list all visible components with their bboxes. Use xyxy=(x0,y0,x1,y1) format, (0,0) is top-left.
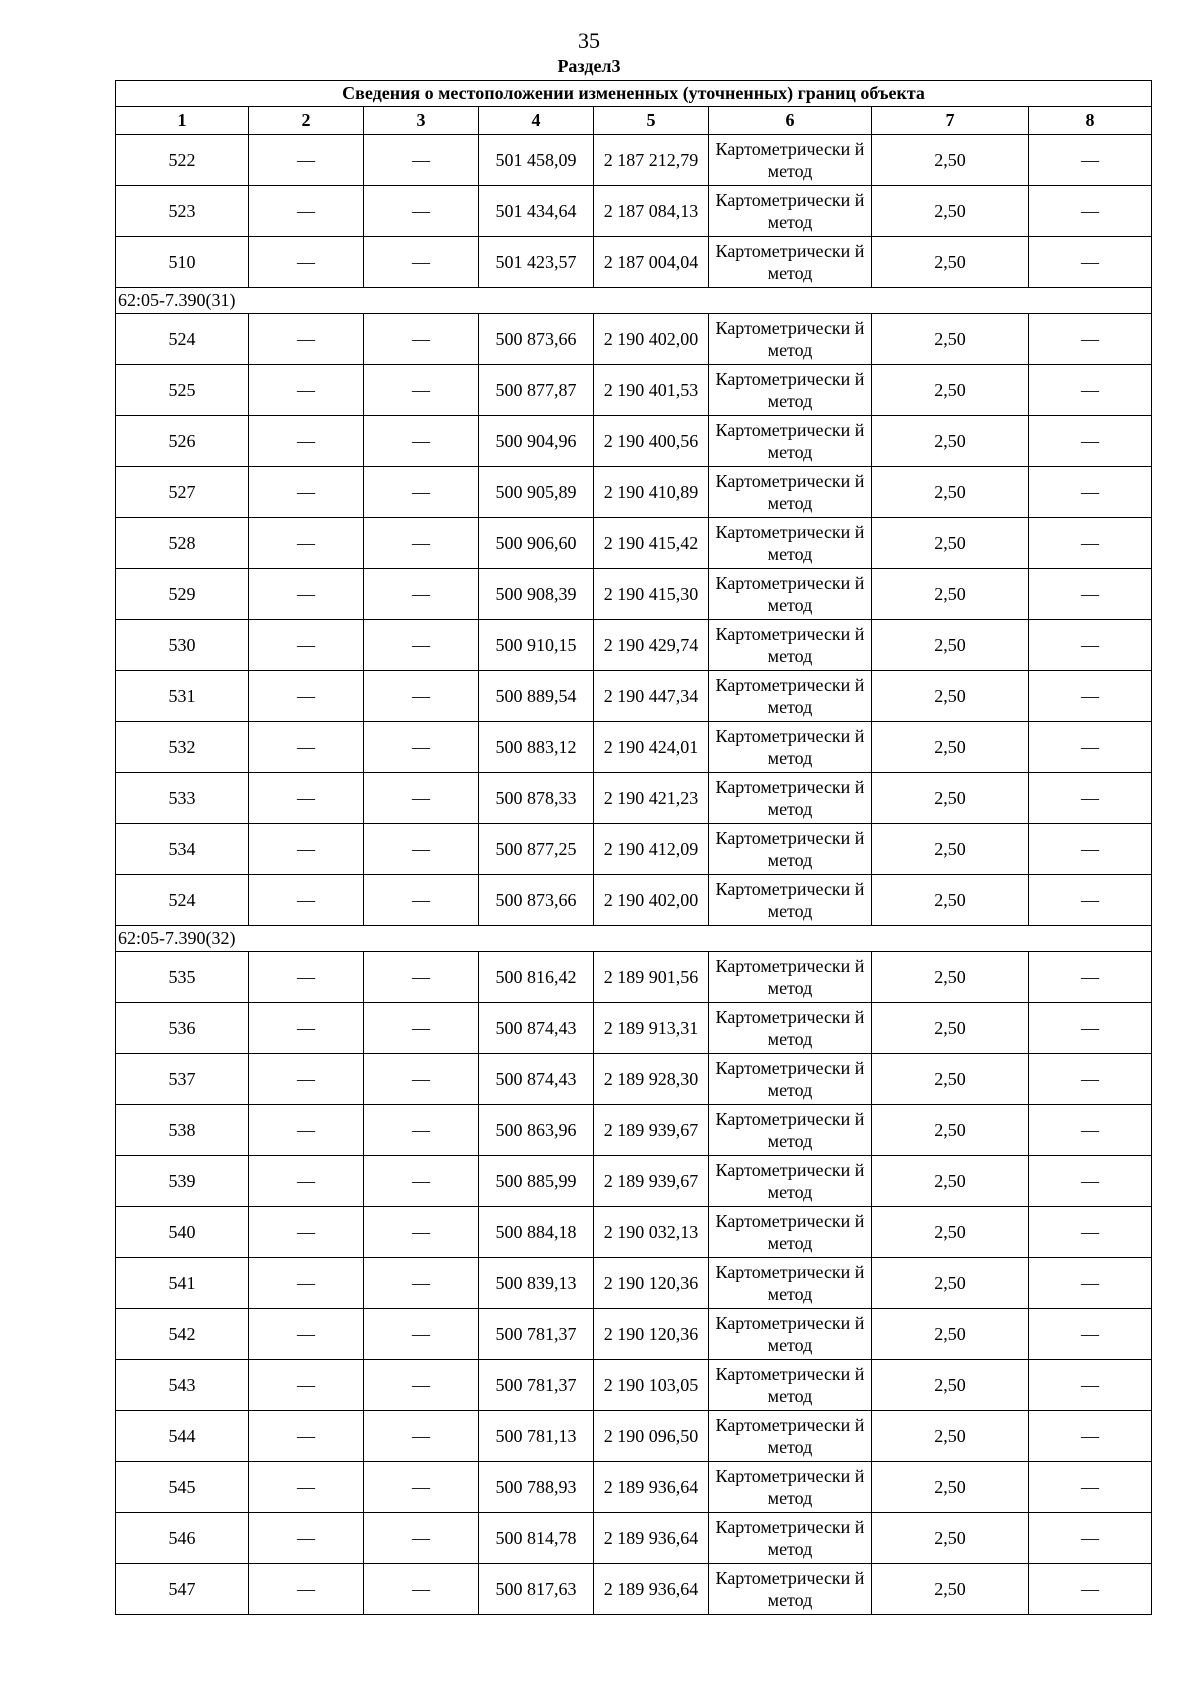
column-number: 6 xyxy=(709,107,872,135)
point-number: 540 xyxy=(116,1207,249,1258)
group-label: 62:05-7.390(31) xyxy=(116,288,1152,314)
column-2-value: — xyxy=(249,518,364,569)
x-coordinate: 500 814,78 xyxy=(479,1513,594,1564)
column-3-value: — xyxy=(364,620,479,671)
y-coordinate: 2 190 410,89 xyxy=(594,467,709,518)
column-3-value: — xyxy=(364,314,479,365)
point-number: 530 xyxy=(116,620,249,671)
method: Картометрически й метод xyxy=(709,135,872,186)
table-row xyxy=(116,1156,1152,1207)
table-caption: Сведения о местоположении измененных (уточненных) границ объекта xyxy=(116,81,1152,107)
column-2-value: — xyxy=(249,1309,364,1360)
column-3-value: — xyxy=(364,1156,479,1207)
point-number: 539 xyxy=(116,1156,249,1207)
column-2-value: — xyxy=(249,875,364,926)
y-coordinate: 2 190 429,74 xyxy=(594,620,709,671)
column-3-value: — xyxy=(364,1564,479,1615)
column-3-value: — xyxy=(364,186,479,237)
method: Картометрически й метод xyxy=(709,1513,872,1564)
accuracy: 2,50 xyxy=(872,467,1029,518)
column-2-value: — xyxy=(249,1156,364,1207)
table-row xyxy=(116,365,1152,416)
accuracy: 2,50 xyxy=(872,1360,1029,1411)
column-8-value: — xyxy=(1029,569,1152,620)
x-coordinate: 500 906,60 xyxy=(479,518,594,569)
column-2-value: — xyxy=(249,569,364,620)
method: Картометрически й метод xyxy=(709,569,872,620)
column-2-value: — xyxy=(249,237,364,288)
y-coordinate: 2 190 447,34 xyxy=(594,671,709,722)
table-row xyxy=(116,1207,1152,1258)
point-number: 542 xyxy=(116,1309,249,1360)
table-row xyxy=(116,1105,1152,1156)
point-number: 537 xyxy=(116,1054,249,1105)
column-2-value: — xyxy=(249,1258,364,1309)
table-row xyxy=(116,1003,1152,1054)
column-3-value: — xyxy=(364,1105,479,1156)
method: Картометрически й метод xyxy=(709,1360,872,1411)
column-3-value: — xyxy=(364,1207,479,1258)
column-8-value: — xyxy=(1029,824,1152,875)
column-3-value: — xyxy=(364,1258,479,1309)
column-2-value: — xyxy=(249,1360,364,1411)
y-coordinate: 2 189 928,30 xyxy=(594,1054,709,1105)
x-coordinate: 500 781,37 xyxy=(479,1309,594,1360)
table-row xyxy=(116,1360,1152,1411)
x-coordinate: 501 423,57 xyxy=(479,237,594,288)
y-coordinate: 2 189 936,64 xyxy=(594,1564,709,1615)
point-number: 534 xyxy=(116,824,249,875)
table-row xyxy=(116,1564,1152,1615)
column-3-value: — xyxy=(364,952,479,1003)
accuracy: 2,50 xyxy=(872,1462,1029,1513)
column-8-value: — xyxy=(1029,1003,1152,1054)
accuracy: 2,50 xyxy=(872,1207,1029,1258)
y-coordinate: 2 190 424,01 xyxy=(594,722,709,773)
table-row xyxy=(116,1513,1152,1564)
column-2-value: — xyxy=(249,416,364,467)
column-3-value: — xyxy=(364,1054,479,1105)
y-coordinate: 2 190 412,09 xyxy=(594,824,709,875)
table-row xyxy=(116,875,1152,926)
column-number: 2 xyxy=(249,107,364,135)
column-3-value: — xyxy=(364,1360,479,1411)
column-2-value: — xyxy=(249,722,364,773)
column-2-value: — xyxy=(249,1105,364,1156)
method: Картометрически й метод xyxy=(709,1156,872,1207)
accuracy: 2,50 xyxy=(872,1411,1029,1462)
column-3-value: — xyxy=(364,416,479,467)
column-8-value: — xyxy=(1029,1207,1152,1258)
point-number: 510 xyxy=(116,237,249,288)
method: Картометрически й метод xyxy=(709,875,872,926)
x-coordinate: 500 781,37 xyxy=(479,1360,594,1411)
accuracy: 2,50 xyxy=(872,875,1029,926)
y-coordinate: 2 187 084,13 xyxy=(594,186,709,237)
point-number: 526 xyxy=(116,416,249,467)
table-row xyxy=(116,671,1152,722)
accuracy: 2,50 xyxy=(872,824,1029,875)
table-row xyxy=(116,135,1152,186)
accuracy: 2,50 xyxy=(872,773,1029,824)
column-3-value: — xyxy=(364,518,479,569)
table-row xyxy=(116,416,1152,467)
y-coordinate: 2 190 032,13 xyxy=(594,1207,709,1258)
method: Картометрически й метод xyxy=(709,1411,872,1462)
x-coordinate: 500 873,66 xyxy=(479,875,594,926)
column-2-value: — xyxy=(249,1003,364,1054)
x-coordinate: 500 878,33 xyxy=(479,773,594,824)
point-number: 527 xyxy=(116,467,249,518)
method: Картометрически й метод xyxy=(709,824,872,875)
table-row xyxy=(116,620,1152,671)
y-coordinate: 2 190 415,30 xyxy=(594,569,709,620)
column-2-value: — xyxy=(249,135,364,186)
column-8-value: — xyxy=(1029,1105,1152,1156)
column-number: 3 xyxy=(364,107,479,135)
column-2-value: — xyxy=(249,1411,364,1462)
accuracy: 2,50 xyxy=(872,1054,1029,1105)
method: Картометрически й метод xyxy=(709,1258,872,1309)
y-coordinate: 2 190 402,00 xyxy=(594,314,709,365)
accuracy: 2,50 xyxy=(872,569,1029,620)
y-coordinate: 2 190 415,42 xyxy=(594,518,709,569)
column-3-value: — xyxy=(364,722,479,773)
column-number: 1 xyxy=(116,107,249,135)
accuracy: 2,50 xyxy=(872,671,1029,722)
column-2-value: — xyxy=(249,467,364,518)
method: Картометрически й метод xyxy=(709,237,872,288)
x-coordinate: 500 883,12 xyxy=(479,722,594,773)
point-number: 529 xyxy=(116,569,249,620)
column-2-value: — xyxy=(249,186,364,237)
accuracy: 2,50 xyxy=(872,518,1029,569)
column-3-value: — xyxy=(364,135,479,186)
point-number: 531 xyxy=(116,671,249,722)
x-coordinate: 500 885,99 xyxy=(479,1156,594,1207)
column-8-value: — xyxy=(1029,1309,1152,1360)
column-3-value: — xyxy=(364,1462,479,1513)
y-coordinate: 2 190 421,23 xyxy=(594,773,709,824)
column-number: 8 xyxy=(1029,107,1152,135)
y-coordinate: 2 189 936,64 xyxy=(594,1513,709,1564)
column-2-value: — xyxy=(249,1462,364,1513)
method: Картометрически й метод xyxy=(709,518,872,569)
column-3-value: — xyxy=(364,569,479,620)
table-row xyxy=(116,1054,1152,1105)
y-coordinate: 2 189 936,64 xyxy=(594,1462,709,1513)
point-number: 532 xyxy=(116,722,249,773)
column-8-value: — xyxy=(1029,1513,1152,1564)
column-2-value: — xyxy=(249,314,364,365)
point-number: 533 xyxy=(116,773,249,824)
column-8-value: — xyxy=(1029,135,1152,186)
coordinates-table xyxy=(115,80,1152,1615)
column-number: 5 xyxy=(594,107,709,135)
accuracy: 2,50 xyxy=(872,1258,1029,1309)
x-coordinate: 500 889,54 xyxy=(479,671,594,722)
column-8-value: — xyxy=(1029,620,1152,671)
accuracy: 2,50 xyxy=(872,365,1029,416)
column-3-value: — xyxy=(364,1411,479,1462)
y-coordinate: 2 190 400,56 xyxy=(594,416,709,467)
y-coordinate: 2 190 120,36 xyxy=(594,1309,709,1360)
column-3-value: — xyxy=(364,875,479,926)
method: Картометрически й метод xyxy=(709,952,872,1003)
x-coordinate: 500 884,18 xyxy=(479,1207,594,1258)
method: Картометрически й метод xyxy=(709,1564,872,1615)
column-3-value: — xyxy=(364,1003,479,1054)
column-number: 7 xyxy=(872,107,1029,135)
x-coordinate: 500 874,43 xyxy=(479,1054,594,1105)
accuracy: 2,50 xyxy=(872,620,1029,671)
method: Картометрически й метод xyxy=(709,1207,872,1258)
column-2-value: — xyxy=(249,1207,364,1258)
table-row xyxy=(116,186,1152,237)
accuracy: 2,50 xyxy=(872,722,1029,773)
table-row xyxy=(116,1411,1152,1462)
method: Картометрически й метод xyxy=(709,314,872,365)
accuracy: 2,50 xyxy=(872,135,1029,186)
y-coordinate: 2 190 120,36 xyxy=(594,1258,709,1309)
group-row xyxy=(116,926,1152,952)
accuracy: 2,50 xyxy=(872,237,1029,288)
group-label: 62:05-7.390(32) xyxy=(116,926,1152,952)
method: Картометрически й метод xyxy=(709,671,872,722)
y-coordinate: 2 189 901,56 xyxy=(594,952,709,1003)
method: Картометрически й метод xyxy=(709,1462,872,1513)
x-coordinate: 500 816,42 xyxy=(479,952,594,1003)
x-coordinate: 501 434,64 xyxy=(479,186,594,237)
column-8-value: — xyxy=(1029,365,1152,416)
table-row xyxy=(116,518,1152,569)
y-coordinate: 2 190 402,00 xyxy=(594,875,709,926)
column-2-value: — xyxy=(249,952,364,1003)
table-row xyxy=(116,1258,1152,1309)
column-8-value: — xyxy=(1029,671,1152,722)
table-row xyxy=(116,824,1152,875)
method: Картометрически й метод xyxy=(709,722,872,773)
point-number: 547 xyxy=(116,1564,249,1615)
accuracy: 2,50 xyxy=(872,1105,1029,1156)
column-8-value: — xyxy=(1029,467,1152,518)
column-2-value: — xyxy=(249,824,364,875)
x-coordinate: 500 817,63 xyxy=(479,1564,594,1615)
y-coordinate: 2 187 212,79 xyxy=(594,135,709,186)
x-coordinate: 500 873,66 xyxy=(479,314,594,365)
column-8-value: — xyxy=(1029,416,1152,467)
y-coordinate: 2 187 004,04 xyxy=(594,237,709,288)
column-3-value: — xyxy=(364,1513,479,1564)
table-row xyxy=(116,569,1152,620)
point-number: 525 xyxy=(116,365,249,416)
column-3-value: — xyxy=(364,365,479,416)
column-2-value: — xyxy=(249,773,364,824)
point-number: 528 xyxy=(116,518,249,569)
y-coordinate: 2 189 939,67 xyxy=(594,1105,709,1156)
column-3-value: — xyxy=(364,1309,479,1360)
column-8-value: — xyxy=(1029,1360,1152,1411)
column-3-value: — xyxy=(364,824,479,875)
x-coordinate: 500 788,93 xyxy=(479,1462,594,1513)
column-2-value: — xyxy=(249,671,364,722)
column-8-value: — xyxy=(1029,186,1152,237)
x-coordinate: 500 908,39 xyxy=(479,569,594,620)
accuracy: 2,50 xyxy=(872,416,1029,467)
point-number: 545 xyxy=(116,1462,249,1513)
column-8-value: — xyxy=(1029,1564,1152,1615)
group-row xyxy=(116,288,1152,314)
method: Картометрически й метод xyxy=(709,773,872,824)
x-coordinate: 500 781,13 xyxy=(479,1411,594,1462)
point-number: 524 xyxy=(116,875,249,926)
table-caption-row xyxy=(116,81,1152,107)
point-number: 544 xyxy=(116,1411,249,1462)
x-coordinate: 500 910,15 xyxy=(479,620,594,671)
column-3-value: — xyxy=(364,671,479,722)
method: Картометрически й метод xyxy=(709,416,872,467)
table-row xyxy=(116,237,1152,288)
x-coordinate: 501 458,09 xyxy=(479,135,594,186)
column-8-value: — xyxy=(1029,773,1152,824)
y-coordinate: 2 190 096,50 xyxy=(594,1411,709,1462)
y-coordinate: 2 189 913,31 xyxy=(594,1003,709,1054)
point-number: 524 xyxy=(116,314,249,365)
column-8-value: — xyxy=(1029,875,1152,926)
method: Картометрически й метод xyxy=(709,467,872,518)
point-number: 541 xyxy=(116,1258,249,1309)
table-row xyxy=(116,467,1152,518)
column-3-value: — xyxy=(364,773,479,824)
table-row xyxy=(116,952,1152,1003)
column-8-value: — xyxy=(1029,518,1152,569)
column-8-value: — xyxy=(1029,1054,1152,1105)
column-number: 4 xyxy=(479,107,594,135)
column-2-value: — xyxy=(249,620,364,671)
y-coordinate: 2 190 103,05 xyxy=(594,1360,709,1411)
accuracy: 2,50 xyxy=(872,1309,1029,1360)
method: Картометрически й метод xyxy=(709,620,872,671)
column-3-value: — xyxy=(364,467,479,518)
x-coordinate: 500 904,96 xyxy=(479,416,594,467)
column-8-value: — xyxy=(1029,722,1152,773)
column-2-value: — xyxy=(249,1513,364,1564)
section-title: Раздел3 xyxy=(557,56,621,76)
method: Картометрически й метод xyxy=(709,1309,872,1360)
column-8-value: — xyxy=(1029,1258,1152,1309)
column-numbers-row xyxy=(116,107,1152,135)
point-number: 535 xyxy=(116,952,249,1003)
x-coordinate: 500 877,25 xyxy=(479,824,594,875)
column-2-value: — xyxy=(249,365,364,416)
accuracy: 2,50 xyxy=(872,1564,1029,1615)
point-number: 536 xyxy=(116,1003,249,1054)
table-row xyxy=(116,773,1152,824)
point-number: 523 xyxy=(116,186,249,237)
method: Картометрически й метод xyxy=(709,186,872,237)
column-8-value: — xyxy=(1029,1411,1152,1462)
column-8-value: — xyxy=(1029,1462,1152,1513)
method: Картометрически й метод xyxy=(709,1054,872,1105)
x-coordinate: 500 863,96 xyxy=(479,1105,594,1156)
point-number: 546 xyxy=(116,1513,249,1564)
table-row xyxy=(116,314,1152,365)
accuracy: 2,50 xyxy=(872,186,1029,237)
accuracy: 2,50 xyxy=(872,1003,1029,1054)
column-8-value: — xyxy=(1029,1156,1152,1207)
y-coordinate: 2 190 401,53 xyxy=(594,365,709,416)
x-coordinate: 500 839,13 xyxy=(479,1258,594,1309)
table-row xyxy=(116,722,1152,773)
column-8-value: — xyxy=(1029,952,1152,1003)
column-3-value: — xyxy=(364,237,479,288)
column-8-value: — xyxy=(1029,237,1152,288)
column-8-value: — xyxy=(1029,314,1152,365)
column-2-value: — xyxy=(249,1054,364,1105)
point-number: 543 xyxy=(116,1360,249,1411)
accuracy: 2,50 xyxy=(872,1156,1029,1207)
point-number: 538 xyxy=(116,1105,249,1156)
point-number: 522 xyxy=(116,135,249,186)
accuracy: 2,50 xyxy=(872,314,1029,365)
x-coordinate: 500 874,43 xyxy=(479,1003,594,1054)
accuracy: 2,50 xyxy=(872,1513,1029,1564)
method: Картометрически й метод xyxy=(709,1003,872,1054)
x-coordinate: 500 905,89 xyxy=(479,467,594,518)
accuracy: 2,50 xyxy=(872,952,1029,1003)
y-coordinate: 2 189 939,67 xyxy=(594,1156,709,1207)
table-row xyxy=(116,1309,1152,1360)
method: Картометрически й метод xyxy=(709,1105,872,1156)
column-2-value: — xyxy=(249,1564,364,1615)
page-number: 35 xyxy=(578,28,600,53)
table-row xyxy=(116,1462,1152,1513)
method: Картометрически й метод xyxy=(709,365,872,416)
x-coordinate: 500 877,87 xyxy=(479,365,594,416)
